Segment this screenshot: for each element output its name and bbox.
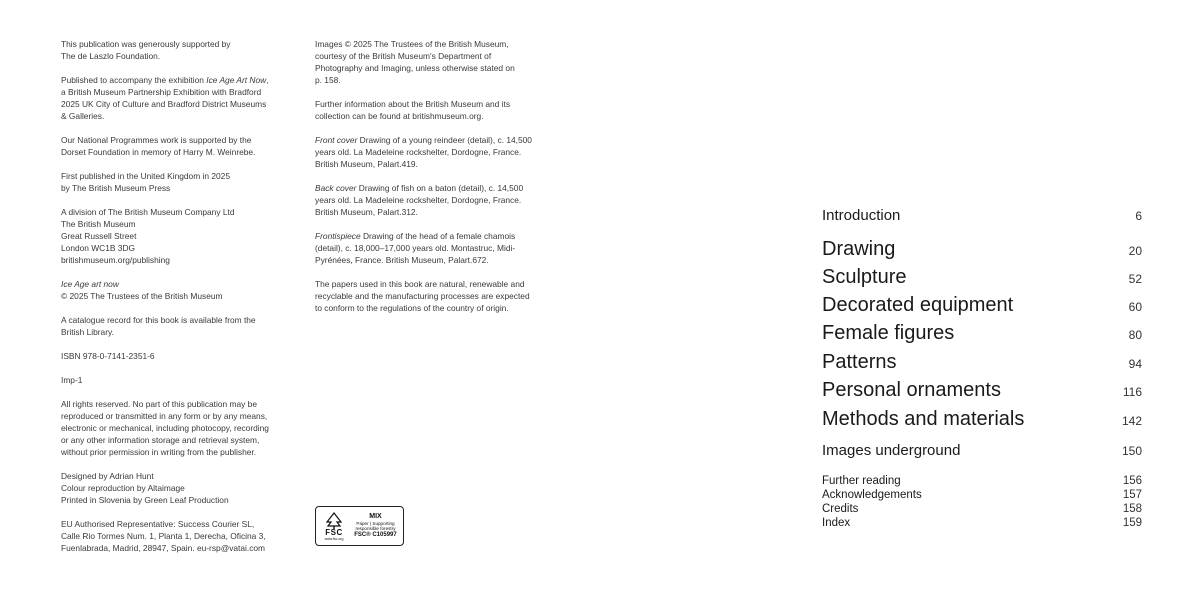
toc-page: 157 bbox=[1122, 489, 1142, 501]
toc-title: Further reading bbox=[822, 475, 901, 487]
toc-item-methods-and-materials[interactable] bbox=[822, 408, 1142, 431]
toc-page: 80 bbox=[1128, 328, 1142, 342]
toc-item-index[interactable] bbox=[822, 517, 1142, 529]
toc-title: Decorated equipment bbox=[822, 294, 1014, 316]
toc-page: 156 bbox=[1122, 475, 1142, 487]
front-cover-caption bbox=[315, 134, 535, 170]
toc-item-credits[interactable] bbox=[822, 503, 1142, 515]
caption-text: Drawing of fish on a baton (detail), c. 14,500 years old. La Madeleine rockshelter, Dordogne, France. British Museum, Palart.312. bbox=[315, 183, 524, 217]
imprint-para: A catalogue record for this book is available from the British Library. bbox=[61, 315, 256, 337]
imprint-para bbox=[61, 74, 277, 122]
fsc-tree-icon bbox=[324, 512, 344, 529]
further-info: Further information about the British Museum and its collection can be found at britishmuseum.org. bbox=[315, 99, 511, 121]
impression: Imp-1 bbox=[61, 375, 83, 385]
imprint-para bbox=[61, 278, 277, 302]
toc-page: 60 bbox=[1128, 300, 1142, 314]
toc-title: Acknowledgements bbox=[822, 489, 922, 501]
toc-title: Credits bbox=[822, 503, 859, 515]
toc-title: Images underground bbox=[822, 442, 961, 459]
fsc-url: www.fsc.org bbox=[324, 536, 344, 541]
fsc-description: Paper | Supporting responsible forestry bbox=[355, 521, 396, 531]
image-credit: Images © 2025 The Trustees of the British Museum, courtesy of the British Museum's Department of Photography and Imaging, unless otherwise stated on p. 158. bbox=[315, 39, 515, 85]
toc-title: Female figures bbox=[822, 322, 955, 344]
toc-title: Sculpture bbox=[822, 266, 907, 288]
fsc-label bbox=[352, 513, 399, 539]
isbn: ISBN 978-0-7141-2351-6 bbox=[61, 351, 155, 361]
imprint-text: © 2025 The Trustees of the British Museum bbox=[61, 291, 223, 301]
fsc-wordmark: FSC bbox=[325, 527, 343, 537]
toc-page: 94 bbox=[1128, 357, 1142, 371]
back-cover-caption bbox=[315, 182, 535, 218]
toc-item-drawing[interactable] bbox=[822, 238, 1142, 261]
imprint-para: Our National Programmes work is supported by the Dorset Foundation in memory of Harry M. Weinrebe. bbox=[61, 135, 256, 157]
caption-text: Drawing of the head of a female chamois (detail), c. 18,000–17,000 years old. Montastruc, Midi- Pyrénées, France. British Museum, Palart.672. bbox=[315, 231, 516, 265]
toc-item-acknowledgements[interactable] bbox=[822, 489, 1142, 501]
imprint-right-column bbox=[315, 38, 535, 326]
toc-item-introduction[interactable] bbox=[822, 207, 1142, 224]
toc-page: 150 bbox=[1121, 444, 1142, 458]
frontispiece-caption bbox=[315, 230, 535, 266]
rights-notice: All rights reserved. No part of this publication may be reproduced or transmitted in any form or by any means, electronic or mechanical, including photocopy, recording or any other information storage and retrieval system, without prior permission in writing from the publisher. bbox=[61, 399, 269, 457]
toc-title: Introduction bbox=[822, 207, 901, 224]
toc-item-further-reading[interactable] bbox=[822, 475, 1142, 487]
caption-text: Drawing of a young reindeer (detail), c. 14,500 years old. La Madeleine rockshelter, Dordogne, France. British Museum, Palart.419. bbox=[315, 135, 532, 169]
toc-title: Drawing bbox=[822, 238, 896, 260]
caption-label: Frontispiece bbox=[315, 231, 361, 241]
toc-page: 158 bbox=[1122, 503, 1142, 515]
fsc-logo-badge bbox=[315, 506, 404, 546]
book-title: Ice Age art now bbox=[61, 279, 119, 289]
eu-representative: EU Authorised Representative: Success Courier SL, Calle Rio Tormes Num. 1, Planta 1, Derecha, Oficina 3, Fuenlabrada, Madrid, 28947, Spain. eu-rsp@vatai.com bbox=[61, 519, 266, 553]
imprint-para: A division of The British Museum Company Ltd The British Museum Great Russell Street London WC1B 3DG britishmuseum.org/publishing bbox=[61, 207, 235, 265]
caption-label: Front cover bbox=[315, 135, 358, 145]
toc-item-patterns[interactable] bbox=[822, 351, 1142, 374]
toc-item-images-underground[interactable] bbox=[822, 442, 1142, 459]
imprint-left-column bbox=[61, 38, 277, 566]
toc-item-female-figures[interactable] bbox=[822, 322, 1142, 345]
production-credits: Designed by Adrian Hunt Colour reproduction by Altaimage Printed in Slovenia by Green Leaf Production bbox=[61, 471, 229, 505]
toc-page: 20 bbox=[1128, 244, 1142, 258]
paper-notice: The papers used in this book are natural, renewable and recyclable and the manufacturing processes are expected to conform to the regulations of the country of origin. bbox=[315, 279, 530, 313]
toc-page: 116 bbox=[1122, 385, 1142, 399]
fsc-code: FSC® C105997 bbox=[354, 532, 397, 538]
toc-page: 52 bbox=[1128, 272, 1142, 286]
toc-item-decorated-equipment[interactable] bbox=[822, 294, 1142, 317]
toc-title: Methods and materials bbox=[822, 408, 1025, 430]
toc-page: 159 bbox=[1122, 517, 1142, 529]
imprint-para: This publication was generously supported by The de Laszlo Foundation. bbox=[61, 39, 231, 61]
exhibition-title: Ice Age Art Now bbox=[206, 75, 267, 85]
fsc-mix: MIX bbox=[369, 513, 382, 520]
toc-page: 142 bbox=[1121, 414, 1142, 428]
toc-title: Personal ornaments bbox=[822, 379, 1001, 401]
toc-page: 6 bbox=[1135, 209, 1142, 223]
toc-item-personal-ornaments[interactable] bbox=[822, 379, 1142, 402]
imprint-text: , a British Museum Partnership Exhibition with Bradford 2025 UK City of Culture and Bradford District Museums & Galleries. bbox=[61, 75, 269, 121]
toc-title: Patterns bbox=[822, 351, 897, 373]
fsc-tree-mark bbox=[320, 512, 348, 541]
toc-title: Index bbox=[822, 517, 851, 529]
toc-item-sculpture[interactable] bbox=[822, 266, 1142, 289]
caption-label: Back cover bbox=[315, 183, 357, 193]
imprint-text: Published to accompany the exhibition bbox=[61, 75, 207, 85]
imprint-para: First published in the United Kingdom in 2025 by The British Museum Press bbox=[61, 171, 230, 193]
